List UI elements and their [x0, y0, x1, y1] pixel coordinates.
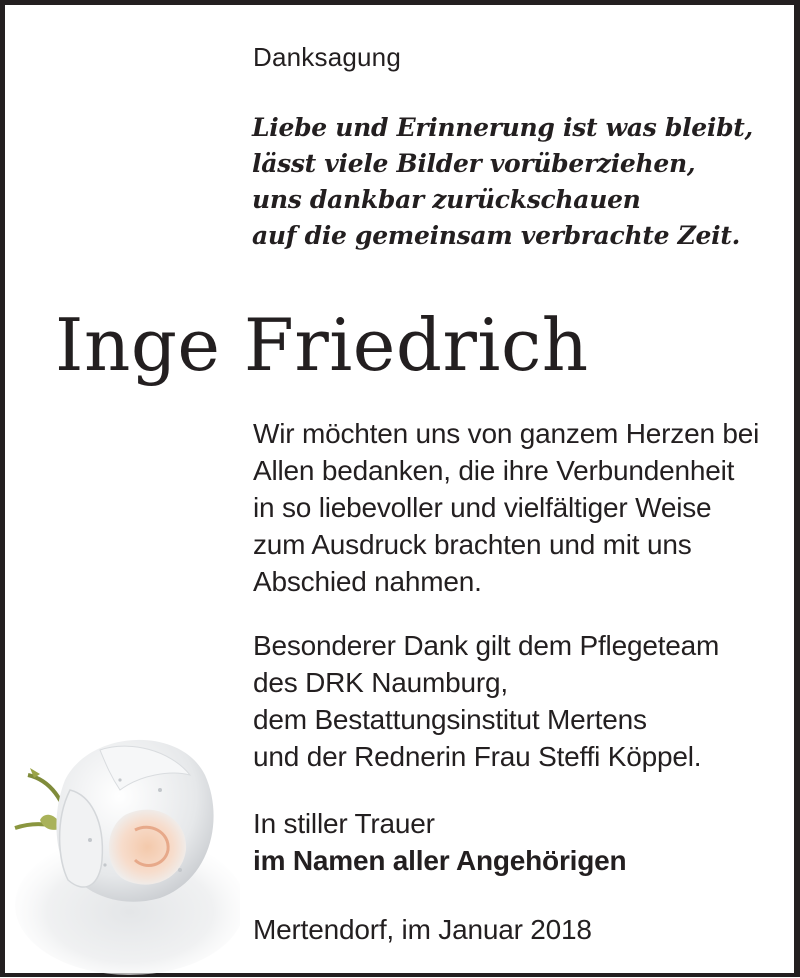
text-line: in so liebevoller und vielfältiger Weise	[253, 492, 712, 523]
poem-line: lässt viele Bilder vorüberziehen,	[252, 149, 696, 178]
poem-line: auf die gemeinsam verbrachte Zeit.	[252, 221, 740, 250]
text-line: Allen bedanken, die ihre Verbundenheit	[253, 455, 735, 486]
text-line: Wir möchten uns von ganzem Herzen bei	[253, 418, 760, 449]
signature-line: In stiller Trauer	[253, 808, 435, 839]
text-line: zum Ausdruck brachten und mit uns	[253, 529, 692, 560]
signature-family: im Namen aller Angehörigen	[253, 845, 627, 876]
poem	[252, 110, 753, 254]
place-date: Mertendorf, im Januar 2018	[253, 914, 592, 945]
text-line: dem Bestattungsinstitut Mertens	[253, 704, 647, 735]
text-line: des DRK Naumburg,	[253, 667, 508, 698]
text-line: Besonderer Dank gilt dem Pflegeteam	[253, 630, 720, 661]
heading: Danksagung	[253, 42, 401, 72]
white-rose-image	[10, 720, 240, 978]
text-line: Abschied nahmen.	[253, 566, 482, 597]
poem-line: Liebe und Erinnerung ist was bleibt,	[252, 113, 753, 142]
thanks-paragraph	[253, 415, 759, 600]
signature	[253, 805, 626, 879]
special-thanks-paragraph	[253, 627, 719, 775]
text-line: und der Rednerin Frau Steffi Köppel.	[253, 741, 702, 772]
deceased-name: Inge Friedrich	[55, 303, 589, 387]
poem-line: uns dankbar zurückschauen	[252, 185, 641, 214]
